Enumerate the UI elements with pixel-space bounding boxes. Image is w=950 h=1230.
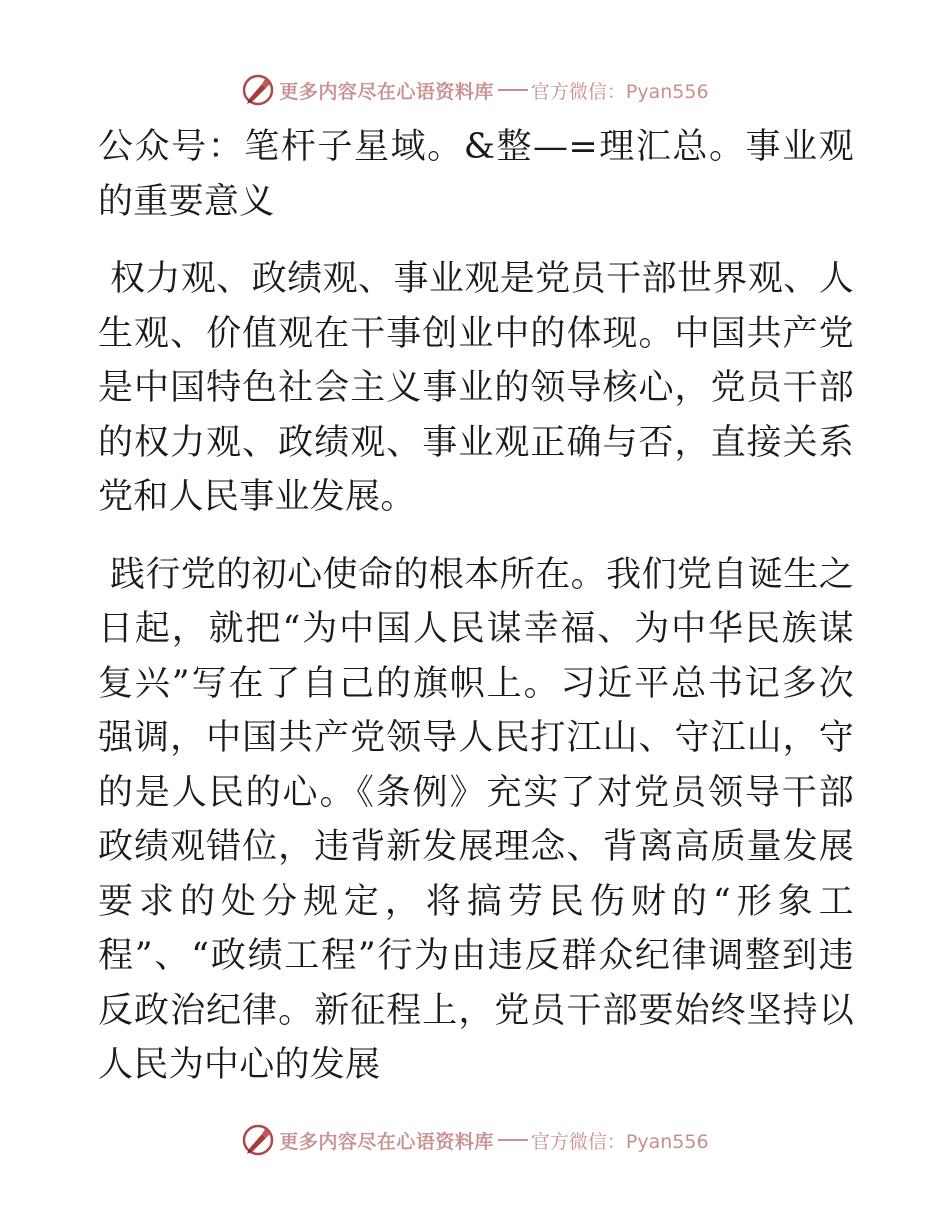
watermark-contact: 官方微信：Pyan556 <box>530 1130 709 1153</box>
watermark-title: 更多内容尽在心语资料库 <box>279 1130 494 1153</box>
footer-watermark <box>0 1120 950 1160</box>
watermark-dash <box>498 89 528 91</box>
watermark-dash <box>498 1139 528 1141</box>
document-title: 公众号：笔杆子星域。&整—=理汇总。事业观的重要意义 <box>98 127 854 222</box>
paragraph-2: 践行党的初心使命的根本所在。我们党自诞生之日起，就把“为中国人民谋幸福、为中华民族谋复兴”写在了自己的旗帜上。习近平总书记多次强调，中国共产党领导人民打江山、守江山，守的是人民的心。《条例》充实了对党员领导干部政绩观错位，违背新发展理念、背离高质量发展要求的处分规定，将搞劳民伤财的“形象工程”、“政绩工程”行为由违反群众纪律调整到违反政治纪律。新征程上，党员干部要始终坚持以人民为中心的发展 <box>98 554 854 1085</box>
document-body <box>98 120 854 1116</box>
header-watermark <box>0 70 950 110</box>
pen-logo-icon <box>241 1123 275 1157</box>
watermark-contact: 官方微信：Pyan556 <box>530 80 709 103</box>
watermark-title: 更多内容尽在心语资料库 <box>279 80 494 103</box>
paragraph-1: 权力观、政绩观、事业观是党员干部世界观、人生观、价值观在干事创业中的体现。中国共产党是中国特色社会主义事业的领导核心，党员干部的权力观、政绩观、事业观正确与否，直接关系党和人民事业发展。 <box>98 259 854 517</box>
pen-logo-icon <box>241 73 275 107</box>
